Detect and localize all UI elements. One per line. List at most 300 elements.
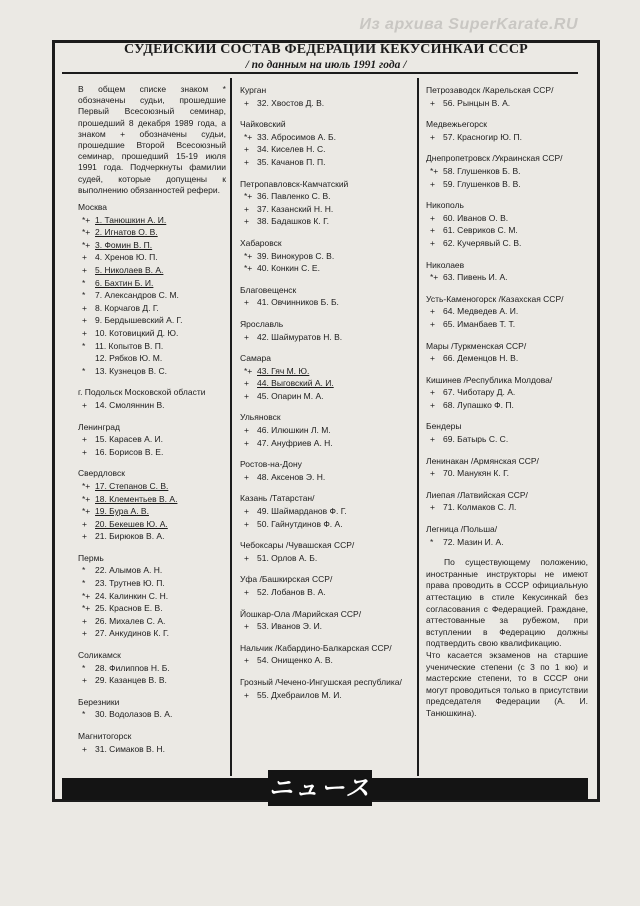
city-name: Бендеры [426, 421, 462, 432]
seminar-mark: *+ [82, 480, 91, 491]
judge-entry [426, 399, 588, 412]
seminar-mark: + [430, 468, 435, 479]
city-section [240, 458, 412, 483]
judge-name: 60. Иванов О. В. [443, 212, 509, 223]
judge-name: 17. Степанов С. В. [95, 480, 169, 491]
judge-name: 67. Чиботару Д. А. [443, 387, 516, 398]
judge-name: 65. Иманбаев Т. Т. [443, 318, 516, 329]
page-subtitle: / по данным на июль 1991 года / [245, 59, 407, 71]
seminar-mark: + [430, 237, 435, 248]
title-divider [62, 72, 578, 74]
seminar-mark: *+ [244, 131, 253, 142]
seminar-mark: + [244, 506, 249, 517]
city-name: Усть-Каменогорск /Казахская ССР/ [426, 293, 564, 304]
city-name: Петропавловск-Камчатский [240, 178, 349, 189]
judge-name: 31. Симаков В. Н. [95, 743, 165, 754]
seminar-mark: + [82, 265, 87, 275]
judge-entry [240, 471, 412, 484]
judge-entry [78, 662, 226, 675]
seminar-mark: + [244, 655, 249, 666]
seminar-mark: *+ [82, 603, 91, 614]
judge-name: 33. Абросимов А. Б. [257, 131, 336, 142]
city-section [240, 178, 412, 228]
seminar-mark: * [82, 578, 86, 589]
city-section [240, 411, 412, 449]
seminar-mark: + [244, 689, 249, 700]
city-section [426, 420, 588, 445]
seminar-mark: + [244, 390, 249, 401]
seminar-mark: *+ [430, 165, 439, 176]
seminar-mark: + [244, 156, 249, 167]
city-section [240, 642, 412, 667]
judge-name: 29. Казанцев В. В. [95, 675, 167, 686]
city-section [240, 352, 412, 402]
judge-name: 34. Киселев Н. С. [257, 144, 326, 155]
seminar-mark: + [82, 518, 87, 529]
seminar-mark: *+ [82, 214, 91, 225]
judge-entry [78, 493, 226, 506]
judge-name: 54. Онищенко А. В. [257, 655, 333, 666]
city-name: Ленинград [78, 421, 120, 432]
judge-entry [78, 399, 226, 412]
judge-name: 6. Бахтин Б. И. [95, 277, 154, 288]
city-name: Соликамск [78, 650, 121, 661]
judge-name: 15. Карасев А. И. [95, 434, 164, 445]
city-section [78, 386, 226, 411]
judge-entry [240, 586, 412, 599]
seminar-mark: + [82, 315, 87, 326]
judge-name: 66. Деменцов Н. В. [443, 353, 519, 364]
seminar-mark: * [82, 277, 86, 288]
judge-name: 49. Шаймарданов Ф. Г. [257, 506, 347, 517]
judge-name: 1. Танюшкин А. И. [95, 214, 167, 225]
seminar-mark: + [82, 615, 87, 626]
judge-entry [240, 689, 412, 702]
seminar-mark: + [244, 203, 249, 214]
city-name: Уфа /Башкирская ССР/ [240, 574, 333, 585]
column-divider [417, 78, 419, 776]
judge-name: 55. Дхебраилов М. И. [257, 689, 342, 700]
seminar-mark: *+ [244, 191, 253, 202]
judge-entry [426, 386, 588, 399]
judge-entry [426, 178, 588, 191]
city-section [426, 489, 588, 514]
judge-entry [240, 437, 412, 450]
seminar-mark: + [244, 437, 249, 448]
seminar-mark: + [244, 425, 249, 436]
city-name: г. Подольск Московской области [78, 387, 206, 398]
judge-name: 27. Анкудинов К. Г. [95, 628, 169, 639]
city-name: Легница /Польша/ [426, 524, 498, 535]
judge-name: 8. Корчагов Д. Г. [95, 302, 159, 313]
city-section [78, 421, 226, 459]
judge-entry [240, 215, 412, 228]
seminar-mark: + [82, 628, 87, 639]
seminar-mark: + [430, 399, 435, 410]
city-section [240, 492, 412, 530]
judge-name: 61. Севриков С. М. [443, 225, 518, 236]
judge-name: 9. Бердышевский А. Г. [95, 315, 183, 326]
seminar-mark: + [82, 446, 87, 457]
city-name: Курган [240, 85, 267, 95]
city-section [240, 539, 412, 564]
judge-name: 64. Медведев А. И. [443, 306, 519, 317]
judge-entry [78, 340, 226, 353]
judge-name: 71. Колмаков С. Л. [443, 502, 517, 513]
judge-entry [78, 505, 226, 518]
seminar-mark: + [244, 587, 249, 597]
city-name: Самара [240, 353, 271, 364]
seminar-mark: + [430, 387, 435, 398]
judge-name: 24. Калинкин С. Н. [95, 590, 169, 601]
city-name: Ульяновск [240, 412, 281, 423]
seminar-mark: * [82, 365, 86, 376]
seminar-mark: + [430, 353, 435, 364]
judge-name: 43. Гяч М. Ю. [257, 365, 310, 376]
judge-name: 53. Иванов Э. И. [257, 621, 323, 632]
judge-entry [78, 627, 226, 640]
city-section [78, 201, 226, 377]
city-section [426, 118, 588, 143]
judge-name: 13. Кузнецов В. С. [95, 365, 167, 376]
seminar-mark: + [82, 327, 87, 338]
judge-entry [240, 131, 412, 144]
judge-entry [426, 271, 588, 284]
judge-name: 50. Гайнутдинов Ф. А. [257, 518, 343, 529]
city-section [426, 199, 588, 249]
seminar-mark: *+ [82, 493, 91, 504]
judge-name: 28. Филиппов Н. Б. [95, 662, 170, 673]
city-section [240, 573, 412, 598]
judge-entry [426, 467, 588, 480]
city-name: Пермь [78, 552, 104, 563]
city-name: Свердловск [78, 468, 125, 479]
city-name: Грозный /Чечено-Ингушская республика/ [240, 676, 402, 687]
judge-entry [78, 352, 226, 365]
judge-entry [426, 501, 588, 514]
judge-entry [78, 602, 226, 615]
seminar-mark: + [244, 378, 249, 389]
seminar-mark: + [244, 97, 249, 108]
judge-entry [240, 97, 412, 110]
seminar-mark: + [82, 743, 87, 754]
column-divider [230, 78, 232, 776]
seminar-mark: + [82, 675, 87, 686]
seminar-mark: + [430, 97, 435, 108]
judge-entry [78, 302, 226, 315]
judge-entry [426, 237, 588, 250]
city-section [240, 608, 412, 633]
city-name: Казань /Татарстан/ [240, 493, 315, 504]
seminar-mark: * [82, 340, 86, 351]
city-name: Петрозаводск /Карельская ССР/ [426, 85, 554, 95]
city-section [78, 467, 226, 543]
city-name: Мары /Туркменская ССР/ [426, 340, 527, 351]
judge-entry [78, 264, 226, 277]
seminar-mark: + [82, 434, 87, 445]
city-section [240, 284, 412, 309]
judge-entry [240, 203, 412, 216]
seminar-mark: *+ [244, 365, 253, 376]
intro-paragraph: В общем списке знаком * обозначены судьи, прошедшие Первый Всесоюзный семинар, прошедший 8 декабря 1989 года, а знаком + обозначены судьи, прошедшие Второй Всесоюзный семинар, прошедший 15-19 июля 1991 года. Подчеркнуты фамилии судей, которые допущены к выполнению обязанностей рефери. [78, 84, 226, 195]
city-name: Магнитогорск [78, 731, 132, 741]
seminar-mark: *+ [82, 506, 91, 517]
column-1 [78, 84, 226, 764]
seminar-mark: *+ [244, 250, 253, 261]
seminar-mark: *+ [82, 227, 91, 238]
judge-name: 19. Бура А. В. [95, 506, 149, 517]
judge-entry [78, 251, 226, 264]
judge-entry [78, 446, 226, 459]
city-section [426, 455, 588, 480]
judge-name: 30. Водолазов В. А. [95, 709, 173, 720]
judge-name: 14. Смоляннин В. [95, 399, 165, 410]
judge-name: 4. Хренов Ю. П. [95, 252, 158, 263]
judge-name: 56. Рынцын В. А. [443, 97, 511, 108]
judge-entry [240, 377, 412, 390]
seminar-mark: *+ [82, 590, 91, 601]
city-section [78, 552, 226, 640]
judge-entry [240, 250, 412, 263]
judge-entry [240, 552, 412, 565]
city-name: Благовещенск [240, 284, 297, 295]
city-section [426, 523, 588, 548]
judge-entry [240, 365, 412, 378]
judge-entry [78, 530, 226, 543]
judge-entry [78, 226, 226, 239]
judge-name: 35. Качанов П. П. [257, 156, 326, 167]
city-name: Йошкар-Ола /Марийская ССР/ [240, 608, 362, 619]
city-name: Кишинев /Республика Молдова/ [426, 374, 553, 385]
seminar-mark: + [244, 331, 249, 342]
city-section [240, 318, 412, 343]
seminar-mark: + [430, 434, 435, 445]
city-section [426, 374, 588, 412]
judge-name: 25. Краснов Е. В. [95, 603, 163, 614]
note-paragraph: По существующему положению, иностранные инструкторы не имеют права проводить в СССР официальную аттестацию в стиле Кекусинкай без согласования с Федерацией. Граждане, аттестованные за рубежом, при вступлении в Федерацию должны подтвердить свою квалификацию. [426, 557, 588, 649]
judge-entry [240, 296, 412, 309]
city-section [240, 237, 412, 275]
judge-name: 51. Орлов А. Б. [257, 552, 318, 563]
judge-entry [78, 518, 226, 531]
judge-name: 18. Клементьев В. А. [95, 493, 178, 504]
seminar-mark: + [244, 621, 249, 632]
seminar-mark: + [244, 471, 249, 482]
seminar-mark: + [82, 252, 87, 263]
note-paragraph: Что касается экзаменов на старшие ученические степени (с 3 по 1 кю) и мастерские степени, то в СССР они могут проводиться только в присутствии председателя Федерации (А. И. Танюшкина). [426, 649, 588, 718]
judge-entry [78, 327, 226, 340]
city-name: Москва [78, 202, 108, 213]
city-name: Ростов-на-Дону [240, 459, 302, 470]
city-section [78, 730, 226, 755]
judge-entry [240, 390, 412, 403]
judge-name: 48. Аксенов Э. Н. [257, 471, 326, 482]
judge-name: 39. Винокуров С. В. [257, 250, 335, 261]
judge-entry [426, 536, 588, 549]
city-name: Николаев [426, 259, 465, 270]
judge-entry [78, 743, 226, 756]
judge-entry [240, 156, 412, 169]
judge-entry [240, 143, 412, 156]
judge-entry [426, 165, 588, 178]
judge-name: 7. Александров С. М. [95, 290, 179, 301]
judge-entry [78, 214, 226, 227]
seminar-mark: + [430, 178, 435, 189]
city-section [78, 696, 226, 721]
seminar-mark: + [82, 399, 87, 410]
header [112, 41, 540, 73]
city-section [240, 118, 412, 168]
city-section [426, 340, 588, 365]
judge-entry [426, 224, 588, 237]
judge-name: 70. Манукян К. Г. [443, 468, 510, 479]
seminar-mark: + [244, 552, 249, 563]
judge-name: 26. Михалев С. А. [95, 615, 166, 626]
column-2 [240, 84, 412, 710]
closing-note [426, 557, 588, 719]
judge-name: 46. Илюшкин Л. М. [257, 425, 331, 436]
seminar-mark: + [244, 297, 249, 308]
judge-entry [78, 289, 226, 302]
city-name: Чайковский [240, 119, 286, 130]
judge-entry [240, 424, 412, 437]
judge-entry [78, 615, 226, 628]
city-section [426, 259, 588, 284]
seminar-mark: + [244, 216, 249, 227]
judge-entry [426, 212, 588, 225]
judge-name: 37. Казанский Н. Н. [257, 203, 334, 214]
seminar-mark: + [82, 531, 87, 542]
judge-name: 68. Лупашко Ф. П. [443, 399, 514, 410]
city-name: Березники [78, 696, 120, 707]
judge-name: 5. Николаев В. А. [95, 265, 164, 275]
city-section [240, 676, 412, 701]
seminar-mark: + [430, 212, 435, 223]
city-name: Чебоксары /Чувашская ССР/ [240, 540, 355, 551]
judge-entry [240, 262, 412, 275]
judge-name: 22. Алымов А. Н. [95, 565, 163, 576]
seminar-mark: + [244, 144, 249, 155]
judge-entry [78, 433, 226, 446]
judge-entry [426, 433, 588, 446]
seminar-mark: * [82, 565, 86, 576]
city-name: Ленинакан /Армянская ССР/ [426, 455, 539, 466]
judge-entry [78, 564, 226, 577]
judge-entry [78, 590, 226, 603]
judge-name: 32. Хвостов Д. В. [257, 97, 325, 108]
seminar-mark: * [430, 536, 434, 547]
city-name: Нальчик /Кабардино-Балкарская ССР/ [240, 642, 392, 653]
judge-entry [78, 239, 226, 252]
city-name: Медвежьегорск [426, 119, 487, 130]
judge-name: 44. Выговский А. И. [257, 378, 334, 389]
judge-entry [426, 318, 588, 331]
judge-entry [78, 674, 226, 687]
city-name: Хабаровск [240, 237, 282, 248]
seminar-mark: + [430, 131, 435, 142]
judge-entry [240, 505, 412, 518]
column-3 [426, 84, 588, 720]
judge-name: 52. Лобанов В. А. [257, 587, 326, 597]
judge-entry [240, 654, 412, 667]
seminar-mark: + [82, 302, 87, 313]
city-name: Ярославль [240, 318, 284, 329]
judge-entry [240, 331, 412, 344]
judge-entry [240, 518, 412, 531]
judge-entry [78, 277, 226, 290]
seminar-mark: *+ [430, 272, 439, 283]
judge-name: 47. Ануфриев А. Н. [257, 437, 333, 448]
judge-name: 41. Овчинников Б. Б. [257, 297, 339, 308]
seminar-mark: + [430, 502, 435, 513]
judge-name: 59. Глушенков В. В. [443, 178, 521, 189]
judge-name: 10. Котовицкий Д. Ю. [95, 327, 179, 338]
judge-name: 72. Мазин И. А. [443, 536, 504, 547]
judge-name: 69. Батырь С. С. [443, 434, 509, 445]
judge-entry [426, 97, 588, 110]
city-section [426, 84, 588, 109]
judge-entry [426, 305, 588, 318]
judge-name: 2. Игнатов О. В. [95, 227, 158, 238]
news-logo: ニュース [268, 770, 372, 806]
judge-name: 20. Бекешев Ю. А. [95, 518, 168, 529]
judge-name: 62. Кучерявый С. В. [443, 237, 522, 248]
judge-entry [78, 708, 226, 721]
city-name: Лиепая /Латвийская ССР/ [426, 489, 528, 500]
seminar-mark: * [82, 709, 86, 720]
seminar-mark: + [430, 225, 435, 236]
judge-entry [426, 352, 588, 365]
judge-name: 38. Бадашков К. Г. [257, 216, 330, 227]
seminar-mark: *+ [244, 263, 253, 274]
seminar-mark: * [82, 290, 86, 301]
seminar-mark: *+ [82, 239, 91, 250]
judge-name: 45. Опарин М. А. [257, 390, 324, 401]
city-name: Днепропетровск /Украинская ССР/ [426, 153, 563, 164]
city-section [426, 293, 588, 331]
judge-name: 11. Копытов В. П. [95, 340, 164, 351]
watermark: Из архива SuperKarate.RU [359, 16, 578, 33]
judge-entry [426, 131, 588, 144]
judge-name: 36. Павленко С. В. [257, 191, 331, 202]
judge-entry [78, 365, 226, 378]
judge-name: 42. Шаймуратов Н. В. [257, 331, 343, 342]
judge-entry [78, 577, 226, 590]
judge-entry [240, 620, 412, 633]
city-name: Никополь [426, 200, 464, 211]
judge-name: 3. Фомин В. П. [95, 239, 153, 250]
judge-entry [240, 190, 412, 203]
city-section [426, 152, 588, 190]
judge-name: 12. Рябков Ю. М. [95, 353, 163, 364]
seminar-mark: + [244, 518, 249, 529]
judge-name: 57. Красногир Ю. П. [443, 131, 522, 142]
seminar-mark: * [82, 662, 86, 673]
judge-name: 63. Пивень И. А. [443, 272, 508, 283]
judge-entry [78, 480, 226, 493]
judge-name: 40. Конкин С. Е. [257, 263, 320, 274]
city-section [78, 649, 226, 687]
judge-name: 58. Глушенков Б. В. [443, 165, 521, 176]
seminar-mark: + [430, 306, 435, 317]
judge-name: 16. Борисов В. Е. [95, 446, 164, 457]
judge-entry [78, 314, 226, 327]
seminar-mark: + [430, 318, 435, 329]
page-title: СУДЕЙСКИЙ СОСТАВ ФЕДЕРАЦИИ КЕКУСИНКАЙ СССР [124, 42, 528, 57]
judge-name: 21. Бирюков В. А. [95, 531, 165, 542]
judge-name: 23. Трутнев Ю. П. [95, 578, 165, 589]
city-section [240, 84, 412, 109]
